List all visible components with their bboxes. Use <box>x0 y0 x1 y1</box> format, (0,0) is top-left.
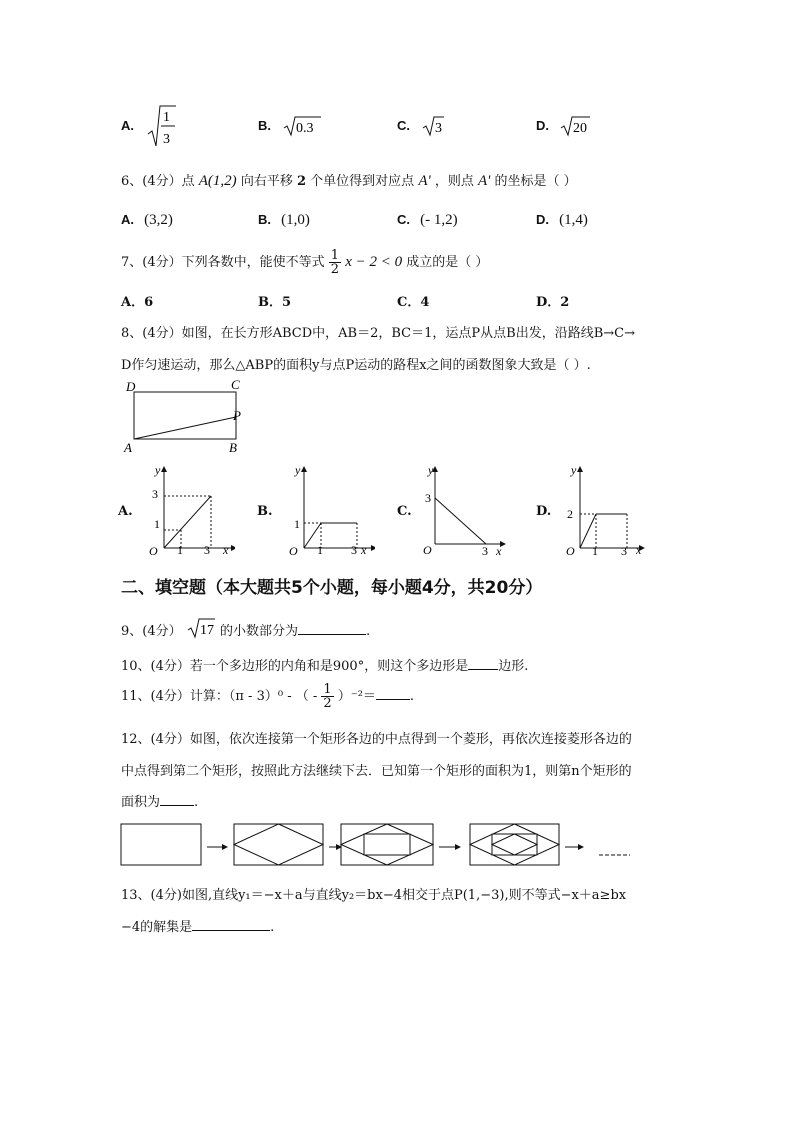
q6-option-b: B. (1,0) <box>258 212 310 228</box>
svg-text:1: 1 <box>154 517 160 531</box>
svg-text:3: 3 <box>621 544 627 558</box>
svg-text:2: 2 <box>567 507 573 521</box>
q5-option-a <box>121 118 134 134</box>
q5-option-b <box>258 118 271 134</box>
q5-c-radicand: 3 <box>435 121 442 136</box>
q5-a-numerator: 1 <box>163 110 170 125</box>
q7-expression: x − 2 < 0 <box>345 254 403 270</box>
q5-sqrt-20 <box>560 115 592 137</box>
svg-text:y: y <box>428 463 434 477</box>
q7-stem <box>121 245 488 280</box>
q13-line-1: 13、(4分)如图,直线y₁＝−x＋a与直线y₂＝bx−4相交于点P(1,−3),则不等式−x＋a≥bx <box>121 888 627 903</box>
q12-line-3: 面积为 . <box>121 795 199 810</box>
q6-prefix: 6、(4分）点 <box>121 174 195 189</box>
q8-option-b-label: B. <box>257 504 273 519</box>
option-label: A. <box>121 118 134 133</box>
svg-text:x: x <box>361 543 367 557</box>
q8-graph-c <box>420 462 510 558</box>
q12-line-2: 中点得到第二个矩形，按照此方法继续下去．已知第一个矩形的面积为1，则第n个矩形的 <box>121 764 632 779</box>
q11-answer-blank[interactable] <box>376 687 410 700</box>
svg-text:3: 3 <box>425 491 431 505</box>
q7-suffix: 成立的是（ ） <box>406 255 489 270</box>
option-label: B. <box>258 118 271 133</box>
q8-graph-d <box>563 462 653 558</box>
label-d: D <box>126 379 136 394</box>
q5-a-denominator: 3 <box>163 132 170 147</box>
q5-option-d <box>536 118 549 134</box>
option-label: D. <box>536 118 549 133</box>
svg-text:3: 3 <box>152 487 158 501</box>
q5-sqrt-3 <box>422 115 446 137</box>
q7-fraction: $\frac{1}{2}$ <box>330 248 340 277</box>
q5-sqrt-0-3 <box>283 115 323 137</box>
svg-text:x: x <box>223 543 229 557</box>
q9-suffix: 的小数部分为 . <box>220 624 371 639</box>
q10-answer-blank[interactable] <box>468 657 498 670</box>
q7-prefix: 7、(4分）下列各数中，能使不等式 <box>121 255 325 270</box>
q6-text3: ，则点 <box>434 174 474 189</box>
q6-num: 2 <box>296 174 307 189</box>
svg-text:O: O <box>423 543 432 557</box>
q7-option-c: C．4 <box>397 295 430 310</box>
q7-option-d: D．2 <box>536 295 570 310</box>
q8-option-c-label: C. <box>397 504 412 519</box>
q8-graph-a <box>145 462 235 558</box>
svg-text:y: y <box>571 463 577 477</box>
q5-d-radicand: 20 <box>573 121 587 136</box>
q8-graph-b <box>285 462 375 558</box>
section-2-title: 二、填空题（本大题共5个小题，每小题4分，共20分） <box>121 578 543 598</box>
svg-text:x: x <box>636 543 642 557</box>
q12-rectangle-sequence <box>118 820 638 872</box>
option-label: C. <box>397 118 410 133</box>
q7-option-b: B．5 <box>258 295 292 310</box>
q9-sqrt-17 <box>187 617 217 639</box>
svg-text:3: 3 <box>351 543 357 557</box>
svg-text:y: y <box>155 463 161 477</box>
q6-point-image: A' <box>418 173 431 189</box>
q13-answer-blank[interactable] <box>192 918 270 931</box>
q8-line-1: 8、(4分）如图，在长方形ABCD中，AB＝2，BC＝1，运点P从点B出发，沿路线B→C→ <box>121 326 635 341</box>
q10-stem: 10、(4分）若一个多边形的内角和是900°，则这个多边形是 边形. <box>121 659 529 674</box>
q8-option-a-label: A. <box>118 504 133 519</box>
q12-line-1: 12、(4分）如图，依次连接第一个矩形各边的中点得到一个菱形，再依次连接菱形各边的 <box>121 732 632 747</box>
q9-answer-blank[interactable] <box>298 622 366 635</box>
svg-text:1: 1 <box>592 544 598 558</box>
q5-b-radicand: 0.3 <box>296 121 314 136</box>
svg-text:y: y <box>295 463 301 477</box>
q6-stem <box>121 170 577 190</box>
label-c: C <box>231 377 240 392</box>
q6-point: A(1,2) <box>198 173 237 189</box>
q6-option-a: A. (3,2) <box>121 212 173 228</box>
svg-text:3: 3 <box>482 544 488 558</box>
svg-text:1: 1 <box>177 543 183 557</box>
svg-text:O: O <box>566 544 575 558</box>
q5-sqrt-one-third <box>146 104 176 150</box>
q6-option-c: C. (- 1,2) <box>397 212 458 228</box>
label-b: B <box>229 440 237 455</box>
q6-point-image-2: A' <box>477 173 491 189</box>
svg-text:3: 3 <box>204 543 210 557</box>
q8-rectangle-figure <box>120 376 260 456</box>
q11-stem: 11、(4分）计算：（π - 3）⁰ - （ - $\frac{1}{2}$ ）⁻²＝ . <box>121 682 415 711</box>
q9-stem: 9、(4分） <box>121 624 182 639</box>
q5-option-c <box>397 118 410 134</box>
q6-option-d: D. (1,4) <box>536 212 588 228</box>
q6-text1: 向右平移 <box>240 174 293 189</box>
q13-line-2: −4的解集是 . <box>121 920 275 935</box>
svg-text:x: x <box>496 544 502 558</box>
q6-text2: 个单位得到对应点 <box>310 174 415 189</box>
svg-text:1: 1 <box>294 517 300 531</box>
label-p: P <box>233 408 241 423</box>
svg-text:1: 1 <box>317 543 323 557</box>
q9-radicand: 17 <box>200 623 214 638</box>
q6-text4: 的坐标是（ ） <box>494 174 577 189</box>
label-a: A <box>124 440 132 455</box>
svg-text:O: O <box>289 544 298 558</box>
q8-option-d-label: D. <box>536 504 552 519</box>
q12-answer-blank[interactable] <box>160 793 194 806</box>
svg-text:O: O <box>149 544 158 558</box>
q8-line-2: D作匀速运动，那么△ABP的面积y与点P运动的路程x之间的函数图象大致是（ ）. <box>121 358 591 373</box>
q7-option-a: A．6 <box>121 295 154 310</box>
q11-fraction: $\frac{1}{2}$ <box>323 682 332 711</box>
